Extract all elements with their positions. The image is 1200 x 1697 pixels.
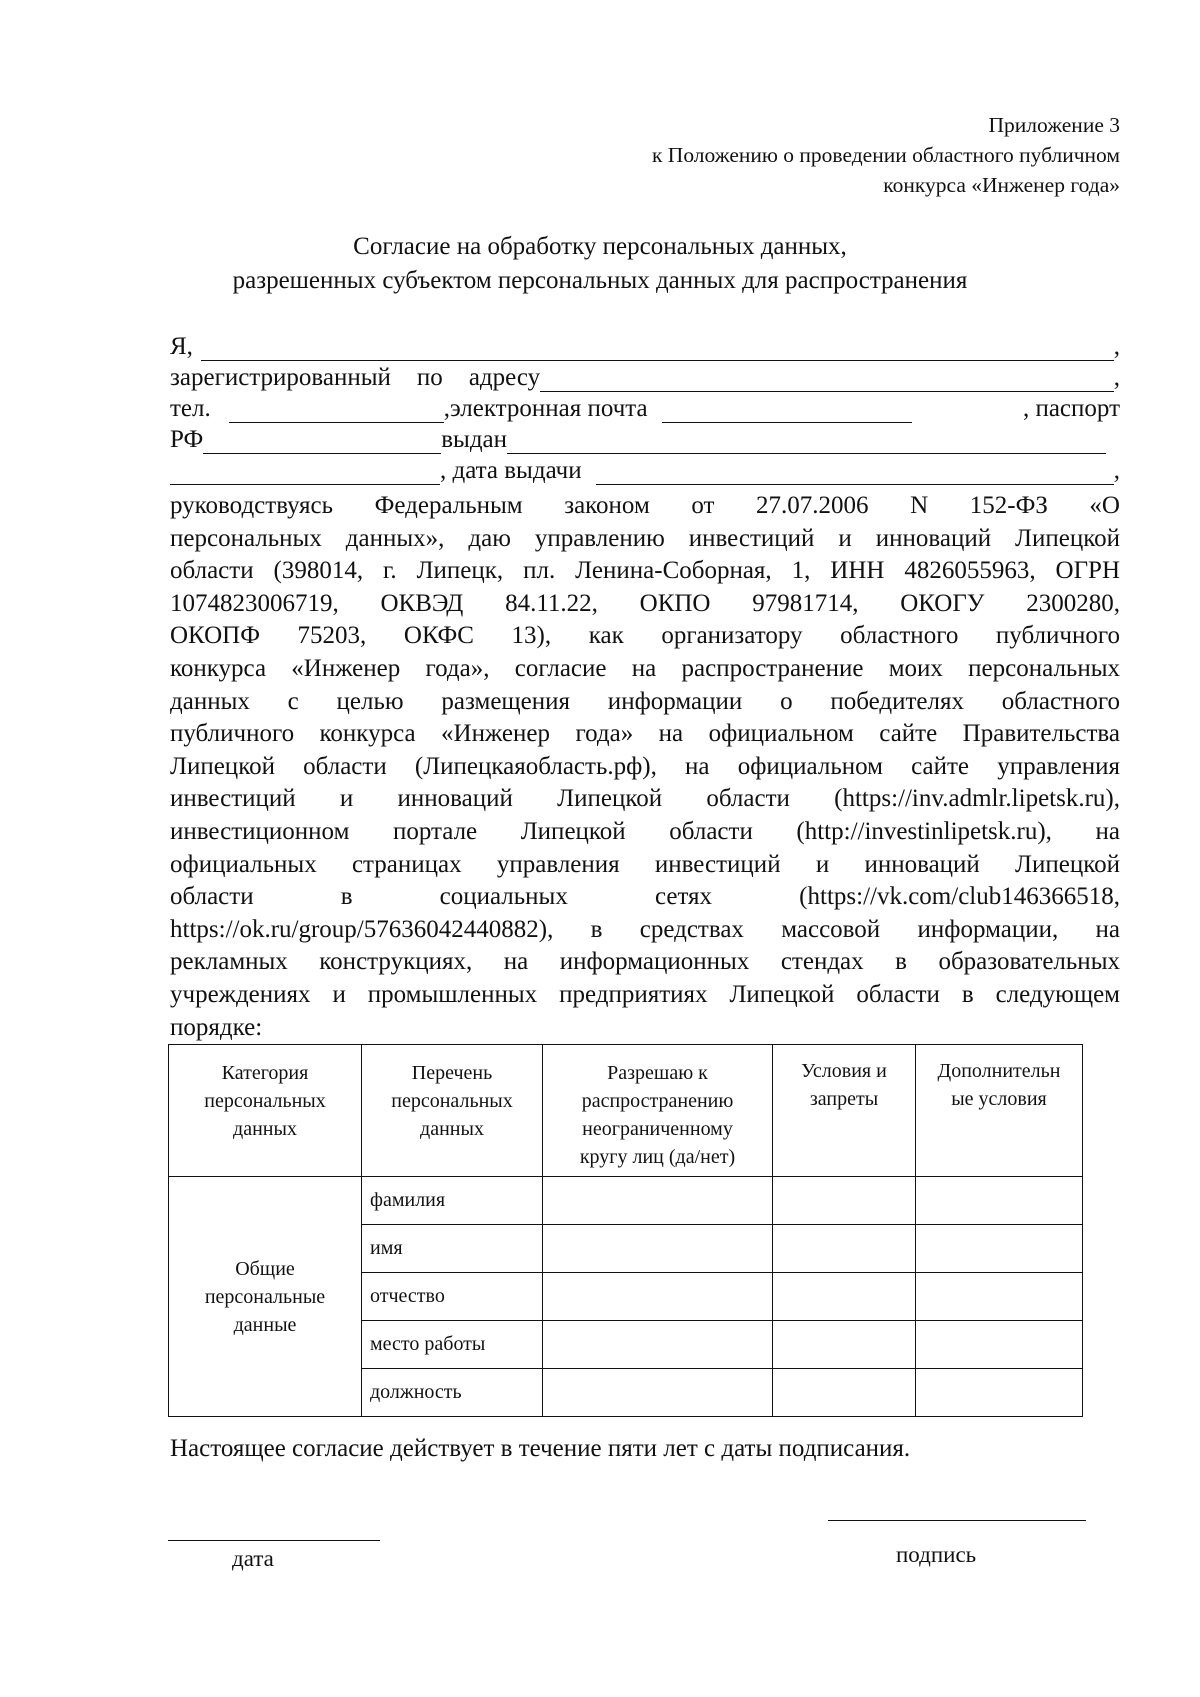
field-row-passport	[170, 423, 1120, 454]
permission-cell[interactable]	[543, 1369, 773, 1417]
label-passport: , паспорт	[1022, 395, 1120, 422]
field-row-contacts	[170, 392, 1120, 423]
paragraph-line: https://ok.ru/group/57636042440882), в средствах массовой информации, на	[170, 915, 1120, 943]
fullname-blank[interactable]	[201, 338, 1114, 361]
category-cell: Общие персональные данные	[169, 1177, 362, 1417]
label-i: Я,	[170, 333, 193, 360]
conditions-cell[interactable]	[773, 1225, 916, 1273]
header-data-list: Перечень персональных данных	[362, 1045, 543, 1177]
paragraph-line: официальных страницах управления инвестиций и инноваций Липецкой	[170, 850, 1120, 878]
item-patronymic: отчество	[362, 1273, 543, 1321]
paragraph-line: руководствуясь Федеральным законом от 27.07.2006 N 152-ФЗ «О	[170, 492, 1120, 519]
table-header-row	[169, 1045, 1083, 1177]
additional-cell[interactable]	[916, 1321, 1083, 1369]
document-title	[150, 230, 1050, 298]
label-address: адресу	[468, 364, 541, 391]
paragraph-line: области (398014, г. Липецк, пл. Ленина-Соборная, 1, ИНН 4826055963, ОГРН	[170, 557, 1120, 585]
additional-cell[interactable]	[916, 1273, 1083, 1321]
paragraph-line: данных с целью размещения информации о победителях областного	[170, 687, 1120, 715]
conditions-cell[interactable]	[773, 1321, 916, 1369]
permission-cell[interactable]	[543, 1273, 773, 1321]
item-surname: фамилия	[362, 1177, 543, 1225]
phone-blank[interactable]	[229, 400, 444, 423]
label-issue-date: , дата выдачи	[440, 457, 582, 484]
permission-cell[interactable]	[543, 1321, 773, 1369]
paragraph-line: 1074823006719, ОКВЭД 84.11.22, ОКПО 97981714, ОКОГУ 2300280,	[170, 589, 1120, 617]
label-po: по	[416, 364, 443, 391]
paragraph-line: персональных данных», даю управлению инвестиций и инноваций Липецкой	[170, 524, 1120, 552]
date-line[interactable]	[168, 1540, 380, 1541]
appendix-line-2: к Положению о проведении областного публичном	[651, 143, 1120, 167]
comma: ,	[1113, 457, 1120, 484]
item-position: должность	[362, 1369, 543, 1417]
email-blank[interactable]	[662, 400, 912, 423]
personal-fields	[170, 330, 1120, 485]
permission-cell[interactable]	[543, 1177, 773, 1225]
conditions-cell[interactable]	[773, 1177, 916, 1225]
conditions-cell[interactable]	[773, 1369, 916, 1417]
paragraph-line: инвестиций и инноваций Липецкой области (https://inv.admlr.lipetsk.ru),	[170, 785, 1120, 813]
issued-by-continued-blank[interactable]	[170, 462, 440, 485]
consent-paragraph	[170, 490, 1120, 1044]
address-blank[interactable]	[540, 369, 1114, 392]
field-row-address	[170, 361, 1120, 392]
comma: ,	[1113, 333, 1120, 360]
issued-by-blank[interactable]	[507, 431, 1106, 454]
comma: ,	[1113, 364, 1120, 391]
header-category: Категория персональных данных	[169, 1045, 362, 1177]
field-row-issue-date	[170, 454, 1120, 485]
item-name: имя	[362, 1225, 543, 1273]
issue-date-blank[interactable]	[596, 462, 1114, 485]
label-rf: РФ	[170, 426, 204, 453]
title-line-1: Согласие на обработку персональных данных,	[353, 233, 847, 260]
title-line-2: разрешенных субъектом персональных данных для распространения	[232, 267, 968, 294]
header-additional: Дополнительн ые условия	[916, 1045, 1083, 1177]
signature-line[interactable]	[828, 1520, 1086, 1521]
passport-number-blank[interactable]	[203, 431, 441, 454]
label-issued: выдан	[441, 426, 508, 453]
paragraph-line: публичного конкурса «Инженер года» на официальном сайте Правительства	[170, 720, 1120, 748]
item-workplace: место работы	[362, 1321, 543, 1369]
conditions-cell[interactable]	[773, 1273, 916, 1321]
date-label: дата	[232, 1546, 274, 1571]
paragraph-line: области в социальных сетях (https://vk.com/club146366518,	[170, 883, 1120, 911]
paragraph-line: Липецкой области (Липецкаяобласть.рф), на официальном сайте управления	[170, 752, 1120, 780]
paragraph-line: конкурса «Инженер года», согласие на распространение моих персональных	[170, 654, 1120, 682]
field-row-name	[170, 330, 1120, 361]
consent-table	[168, 1044, 1083, 1417]
additional-cell[interactable]	[916, 1177, 1083, 1225]
header-permission: Разрешаю к распространению неограниченному кругу лиц (да/нет)	[543, 1045, 773, 1177]
appendix-line-1: Приложение 3	[988, 113, 1120, 137]
paragraph-line: учреждениях и промышленных предприятиях Липецкой области в следующем	[170, 980, 1120, 1008]
permission-cell[interactable]	[543, 1225, 773, 1273]
label-registered: зарегистрированный	[170, 364, 391, 391]
paragraph-line: порядке:	[170, 1013, 263, 1041]
paragraph-line: инвестиционном портале Липецкой области (http://investinlipetsk.ru), на	[170, 817, 1120, 845]
paragraph-line: рекламных конструкциях, на информационных стендах в образовательных	[170, 948, 1120, 976]
paragraph-line: ОКОПФ 75203, ОКФС 13), как организатору областного публичного	[170, 622, 1120, 650]
additional-cell[interactable]	[916, 1369, 1083, 1417]
label-email: ,электронная почта	[443, 395, 648, 422]
signature-label: подпись	[896, 1542, 977, 1567]
appendix-header	[652, 110, 1120, 200]
table-row	[169, 1177, 1083, 1225]
header-conditions: Условия и запреты	[773, 1045, 916, 1177]
additional-cell[interactable]	[916, 1225, 1083, 1273]
label-tel: тел.	[170, 395, 211, 422]
appendix-line-3: конкурса «Инженер года»	[883, 173, 1120, 197]
validity-statement: Настоящее согласие действует в течение пяти лет с даты подписания.	[170, 1435, 911, 1462]
